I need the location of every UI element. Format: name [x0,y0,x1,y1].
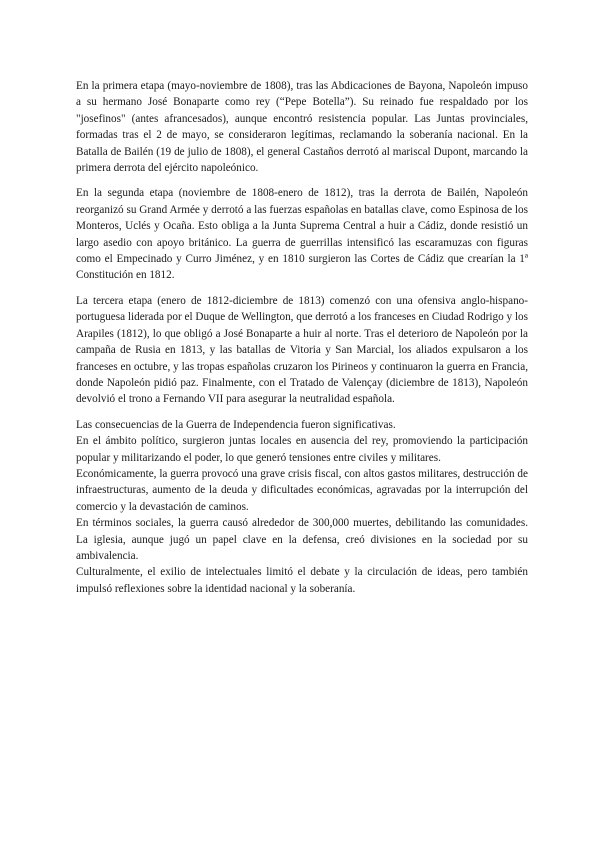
consequence-cultural: Culturalmente, el exilio de intelectuales limitó el debate y la circulación de ideas, pero también impulsó reflexiones sobre la identidad nacional y la soberanía. [76,566,528,595]
document-page [76,78,528,597]
consequence-economic: Económicamente, la guerra provocó una grave crisis fiscal, con altos gastos militares, destrucción de infraestructuras, aumento de la deuda y dificultades económicas, agravadas por la interrupción del comercio y la devastación de caminos. [76,467,528,513]
consequence-social: En términos sociales, la guerra causó alrededor de 300,000 muertes, debilitando las comunidades. La iglesia, aunque jugó un papel clave en la defensa, creó divisiones en la sociedad por su ambivalencia. [76,517,528,562]
consequence-political: En el ámbito político, surgieron juntas locales en ausencia del rey, promoviendo la participación popular y militarizando el poder, lo que generó tensiones entre civiles y militares. [76,435,528,464]
paragraph-second-stage: En la segunda etapa (noviembre de 1808-enero de 1812), tras la derrota de Bailén, Napoleón reorganizó su Grand Armée y derrotó a las fuerzas españolas en batallas clave, como Espinosa de los Monteros, Uclés y Ocaña. Esto obliga a la Junta Suprema Central a huir a Cádiz, donde resistió un largo asedio con apoyo británico. La guerra de guerrillas intensificó las escaramuzas con figuras como el Empecinado y Curro Jiménez, y en 1810 surgieron las Cortes de Cádiz que crearían la 1ª Constitución en 1812. [76,187,528,282]
paragraph-first-stage: En la primera etapa (mayo-noviembre de 1808), tras las Abdicaciones de Bayona, Napoleón impuso a su hermano José Bonaparte como rey (“Pepe Botella”). Su reinado fue respaldado por los "josefinos" (antes afrancesados), aunque encontró resistencia popular. Las Juntas provinciales, formadas tras el 2 de mayo, se consideraron legítimas, reclamando la soberanía nacional. En la Batalla de Bailén (19 de julio de 1808), el general Castaños derrotó al mariscal Dupont, marcando la primera derrota del ejército napoleónico. [76,80,528,175]
paragraph-third-stage: La tercera etapa (enero de 1812-diciembre de 1813) comenzó con una ofensiva anglo-hispano-portuguesa liderada por el Duque de Wellington, que derrotó a los franceses en Ciudad Rodrigo y los Arapiles (1812), lo que obligó a José Bonaparte a huir al norte. Tras el deterioro de Napoleón por la campaña de Rusia en 1813, y las batallas de Vitoria y San Marcial, los aliados expulsaron a los franceses en octubre, y las tropas españolas cruzaron los Pirineos y continuaron la guerra en Francia, donde Napoleón pidió paz. Finalmente, con el Tratado de Valençay (diciembre de 1813), Napoleón devolvió el trono a Fernando VII para asegurar la neutralidad española. [76,294,528,406]
consequences-intro: Las consecuencias de la Guerra de Independencia fueron significativas. [76,418,396,431]
